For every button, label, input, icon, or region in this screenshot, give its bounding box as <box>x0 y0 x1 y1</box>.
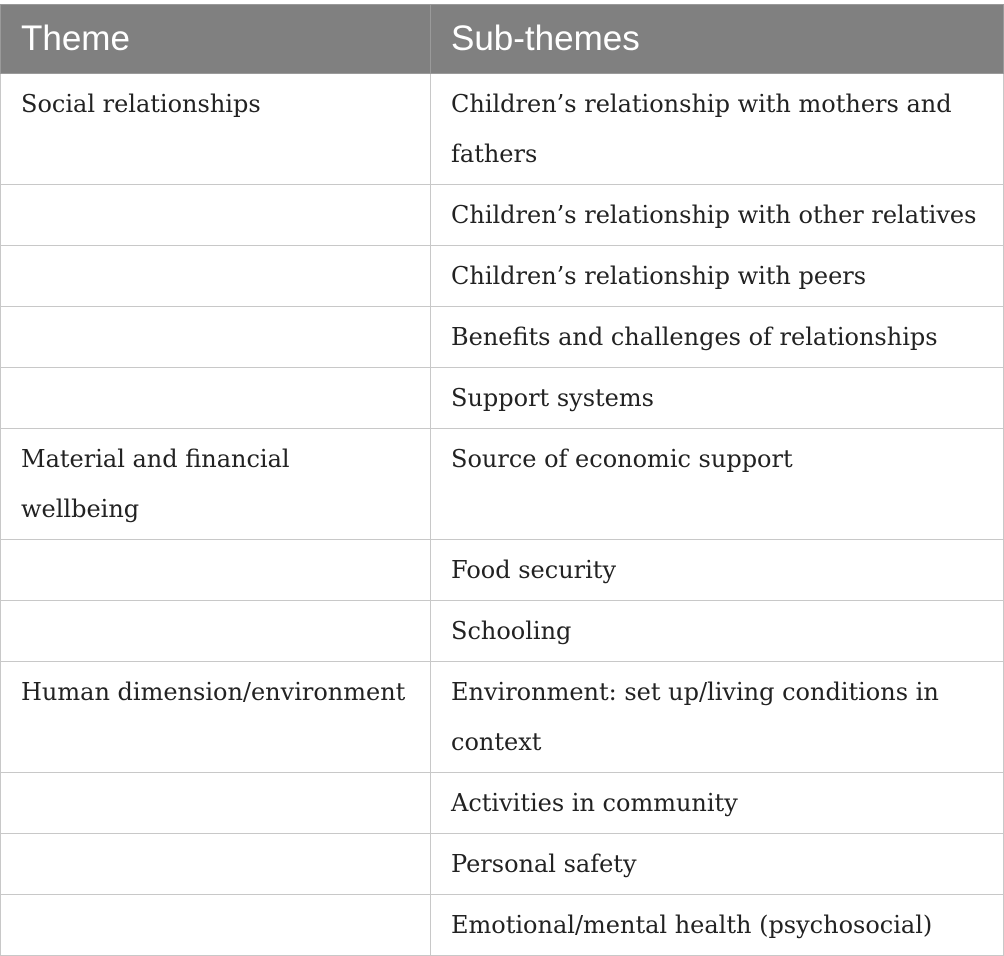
table-row <box>1 540 1004 601</box>
table-row <box>1 429 1004 540</box>
theme-cell <box>1 368 431 429</box>
table-row <box>1 74 1004 185</box>
sub-theme-cell: Schooling <box>431 601 1004 662</box>
themes-table-container <box>0 4 1003 956</box>
sub-theme-cell: Children’s relationship with mothers and fathers <box>431 74 1004 185</box>
theme-cell <box>1 540 431 601</box>
table-row <box>1 773 1004 834</box>
theme-cell: Social relationships <box>1 74 431 185</box>
sub-theme-cell: Children’s relationship with peers <box>431 246 1004 307</box>
theme-cell <box>1 185 431 246</box>
table-row <box>1 834 1004 895</box>
table-header-row <box>1 5 1004 74</box>
theme-cell <box>1 246 431 307</box>
theme-cell <box>1 895 431 956</box>
sub-theme-cell: Support systems <box>431 368 1004 429</box>
sub-theme-cell: Children’s relationship with other relatives <box>431 185 1004 246</box>
table-row <box>1 601 1004 662</box>
theme-cell: Human dimension/environment <box>1 662 431 773</box>
sub-theme-cell: Activities in community <box>431 773 1004 834</box>
header-theme: Theme <box>1 5 431 74</box>
table-row <box>1 185 1004 246</box>
theme-cell <box>1 307 431 368</box>
header-sub-themes: Sub-themes <box>431 5 1004 74</box>
sub-theme-cell: Food security <box>431 540 1004 601</box>
themes-table <box>0 4 1004 956</box>
theme-cell: Material and financial wellbeing <box>1 429 431 540</box>
table-row <box>1 246 1004 307</box>
table-row <box>1 895 1004 956</box>
sub-theme-cell: Emotional/mental health (psychosocial) <box>431 895 1004 956</box>
sub-theme-cell: Personal safety <box>431 834 1004 895</box>
theme-cell <box>1 834 431 895</box>
sub-theme-cell: Benefits and challenges of relationships <box>431 307 1004 368</box>
table-row <box>1 662 1004 773</box>
theme-cell <box>1 601 431 662</box>
sub-theme-cell: Environment: set up/living conditions in context <box>431 662 1004 773</box>
table-row <box>1 368 1004 429</box>
table-row <box>1 307 1004 368</box>
sub-theme-cell: Source of economic support <box>431 429 1004 540</box>
theme-cell <box>1 773 431 834</box>
